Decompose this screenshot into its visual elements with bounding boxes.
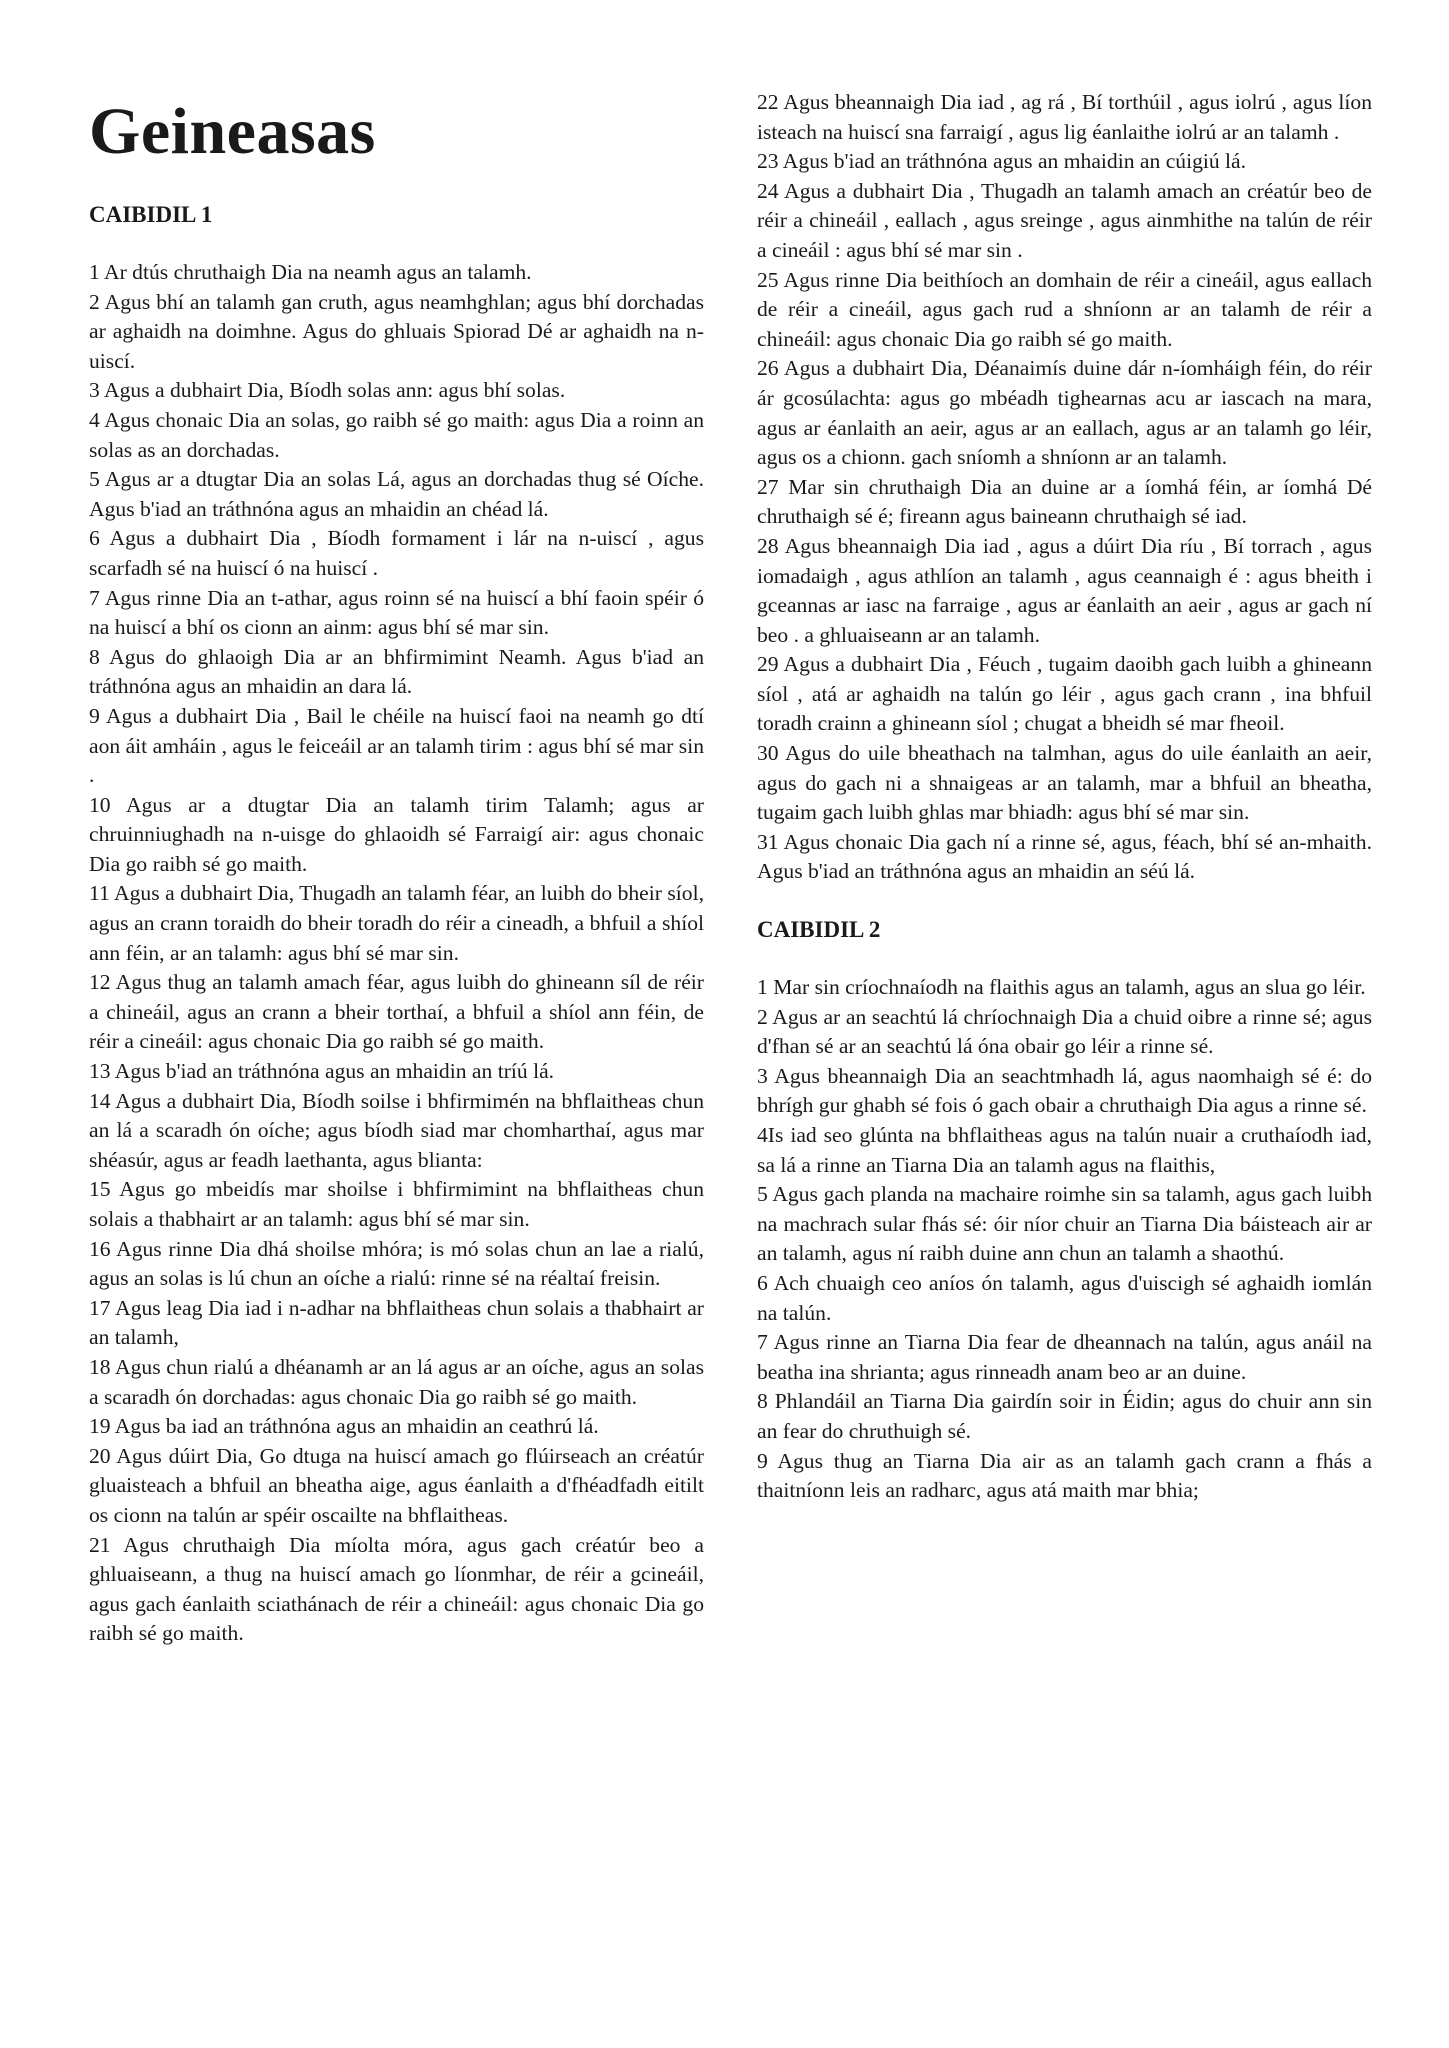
verse: 2 Agus ar an seachtú lá chríochnaigh Dia a chuid oibre a rinne sé; agus d'fhan sé ar an seachtú lá óna obair go léir a rinne sé. [757, 1004, 1372, 1059]
verse: 30 Agus do uile bheathach na talmhan, agus do uile éanlaith an aeir, agus do gach ni a shnaigeas ar an talamh, mar a bhfuil an bheatha, tugaim gach luibh ghlas mar bhiadh: agus bhí sé mar sin. [757, 741, 1372, 825]
verse: 6 Ach chuaigh ceo aníos ón talamh, agus d'uiscigh sé aghaidh iomlán na talún. [757, 1270, 1372, 1325]
verse: 9 Agus thug an Tiarna Dia air as an talamh gach crann a fhás a thaitníonn leis an radharc, agus atá maith mar bhia; [757, 1448, 1372, 1503]
verse: 28 Agus bheannaigh Dia iad , agus a dúirt Dia ríu , Bí torrach , agus iomadaigh , agus athlíon an talamh , agus ceannaigh é : agus bheith i gceannas ar iasc na farraige , agus ar éanlaith an aeir , agus ar gach ní beo . a ghluaiseann ar an talamh. [757, 533, 1372, 647]
verse: 8 Agus do ghlaoigh Dia ar an bhfirmimint Neamh. Agus b'iad an tráthnóna agus an mhaidin an dara lá. [89, 644, 704, 699]
chapter-2-heading: CAIBIDIL 2 [757, 917, 881, 943]
verse: 8 Phlandáil an Tiarna Dia gairdín soir in Éidin; agus do chuir ann sin an fear do chruthuigh sé. [757, 1389, 1372, 1443]
verse: 13 Agus b'iad an tráthnóna agus an mhaidin an tríú lá. [89, 1059, 555, 1084]
verse: 24 Agus a dubhairt Dia , Thugadh an talamh amach an créatúr beo de réir a chineáil , eallach , agus sreinge , agus ainmhithe na talún de réir a cineáil : agus bhí sé mar sin . [757, 178, 1372, 262]
verse: 7 Agus rinne an Tiarna Dia fear de dheannach na talún, agus anáil na beatha ina shrianta; agus rinneadh anam beo ar an duine. [757, 1330, 1372, 1384]
verse: 4 Agus chonaic Dia an solas, go raibh sé go maith: agus Dia a roinn an solas as an dorchadas. [89, 407, 704, 462]
left-column [89, 88, 704, 1649]
verse: 23 Agus b'iad an tráthnóna agus an mhaidin an cúigiú lá. [757, 149, 1247, 174]
verse: 7 Agus rinne Dia an t-athar, agus roinn sé na huiscí a bhí faoin spéir ó na huiscí a bhí os cionn an ainm: agus bhí sé mar sin. [89, 585, 704, 640]
verse: 6 Agus a dubhairt Dia , Bíodh formament i lár na n-uiscí , agus scarfadh sé na huiscí ó na huiscí . [89, 526, 704, 580]
verse: 3 Agus a dubhairt Dia, Bíodh solas ann: agus bhí solas. [89, 378, 566, 403]
verse: 3 Agus bheannaigh Dia an seachtmhadh lá, agus naomhaigh sé é: do bhrígh gur ghabh sé fois ó gach obair a chruthaigh Dia agus a rinne sé. [757, 1063, 1372, 1118]
verse: 27 Mar sin chruthaigh Dia an duine ar a íomhá féin, ar íomhá Dé chruthaigh sé é; fireann agus baineann chruthaigh sé iad. [757, 474, 1372, 529]
verse: 19 Agus ba iad an tráthnóna agus an mhaidin an ceathrú lá. [89, 1414, 599, 1439]
verse: 15 Agus go mbeidís mar shoilse i bhfirmimint na bhflaitheas chun solais a thabhairt ar an talamh: agus bhí sé mar sin. [89, 1177, 704, 1231]
verse: 22 Agus bheannaigh Dia iad , ag rá , Bí torthúil , agus iolrú , agus líon isteach na huiscí sna farraigí , agus lig éanlaithe iolrú ar an talamh . [757, 90, 1372, 144]
verse: 9 Agus a dubhairt Dia , Bail le chéile na huiscí faoi na neamh go dtí aon áit amháin , agus le feiceáil ar an talamh tirim : agus bhí sé mar sin . [89, 703, 704, 788]
verse: 1 Mar sin críochnaíodh na flaithis agus an talamh, agus an slua go léir. [757, 975, 1366, 1000]
verse: 21 Agus chruthaigh Dia míolta móra, agus gach créatúr beo a ghluaiseann, a thug na huiscí amach go líonmhar, de réir a gcineáil, agus gach éanlaith sciathánach de réir a chineáil: agus chonaic Dia go raibh sé go maith. [89, 1532, 704, 1646]
verse: 31 Agus chonaic Dia gach ní a rinne sé, agus, féach, bhí sé an-mhaith. Agus b'iad an tráthnóna agus an mhaidin an séú lá. [757, 829, 1372, 884]
verse: 26 Agus a dubhairt Dia, Déanaimís duine dár n-íomháigh féin, do réir ár gcosúlachta: agus go mbéadh tighearnas acu ar iascach na mara, agus ar éanlaith an aeir, agus ar an eallach, agus ar an talamh go léir, agus os a chionn. gach sníomh a shníonn ar an talamh. [757, 356, 1372, 470]
verse: 16 Agus rinne Dia dhá shoilse mhóra; is mó solas chun an lae a rialú, agus an solas is lú chun an oíche a rialú: rinne sé na réaltaí freisin. [89, 1236, 704, 1291]
verse: 18 Agus chun rialú a dhéanamh ar an lá agus ar an oíche, agus an solas a scaradh ón dorchadas: agus chonaic Dia go raibh sé go maith. [89, 1354, 704, 1409]
verse: 4Is iad seo glúnta na bhflaitheas agus na talún nuair a cruthaíodh iad, sa lá a rinne an Tiarna Dia an talamh agus na flaithis, [757, 1123, 1372, 1177]
verse: 25 Agus rinne Dia beithíoch an domhain de réir a cineáil, agus eallach de réir a cineáil, agus gach rud a shníonn ar an talamh de réir a chineáil: agus chonaic Dia go raibh sé go maith. [757, 267, 1372, 351]
verse: 29 Agus a dubhairt Dia , Féuch , tugaim daoibh gach luibh a ghineann síol , atá ar aghaidh na talún go léir , agus gach crann , ina bhfuil toradh crainn a ghineann síol ; chugat a bheidh sé mar fheoil. [757, 652, 1372, 736]
chapter-1-heading: CAIBIDIL 1 [89, 202, 213, 227]
book-title: Geineasas [89, 95, 376, 168]
verse: 5 Agus gach planda na machaire roimhe sin sa talamh, agus gach luibh na machrach sular fhás sé: óir níor chuir an Tiarna Dia báisteach air ar an talamh, agus ní raibh duine ann chun an talamh a shaothú. [757, 1182, 1372, 1266]
verse: 17 Agus leag Dia iad i n-adhar na bhflaitheas chun solais a thabhairt ar an talamh, [89, 1295, 704, 1350]
right-column [757, 88, 1372, 1506]
verse: 11 Agus a dubhairt Dia, Thugadh an talamh féar, an luibh do bheir síol, agus an crann toraidh do bheir toradh do réir a cineadh, a bhfuil a shíol ann féin, ar an talamh: agus bhí sé mar sin. [89, 881, 704, 965]
verse: 2 Agus bhí an talamh gan cruth, agus neamhghlan; agus bhí dorchadas ar aghaidh na doimhne. Agus do ghluais Spiorad Dé ar aghaidh na n-uiscí. [89, 289, 704, 373]
chapter-1-verses-part-1 [89, 258, 704, 1649]
verse: 5 Agus ar a dtugtar Dia an solas Lá, agus an dorchadas thug sé Oíche. Agus b'iad an tráthnóna agus an mhaidin an chéad lá. [89, 467, 704, 521]
verse: 10 Agus ar a dtugtar Dia an talamh tirim Talamh; agus ar chruinniughadh na n-uisge do ghlaoidh sé Farraigí air: agus chonaic Dia go raibh sé go maith. [89, 792, 704, 876]
chapter-2-verses [757, 973, 1372, 1506]
verse: 14 Agus a dubhairt Dia, Bíodh soilse i bhfirmimén na bhflaitheas chun an lá a scaradh ón oíche; agus bíodh siad mar chomharthaí, agus mar shéasúr, agus ar feadh laethanta, agus blianta: [89, 1088, 704, 1172]
verse: 12 Agus thug an talamh amach féar, agus luibh do ghineann síl de réir a chineáil, agus an crann a bheir torthaí, a bhfuil a shíol ann féin, de réir a cineáil: agus chonaic Dia go raibh sé go maith. [89, 970, 704, 1054]
verse: 20 Agus dúirt Dia, Go dtuga na huiscí amach go flúirseach an créatúr gluaisteach a bhfuil an bheatha aige, agus éanlaith a d'fhéadfadh eitilt os cionn na talún ar spéir oscailte na bhflaitheas. [89, 1443, 704, 1527]
verse: 1 Ar dtús chruthaigh Dia na neamh agus an talamh. [89, 260, 532, 284]
chapter-1-verses-part-2 [757, 88, 1372, 887]
